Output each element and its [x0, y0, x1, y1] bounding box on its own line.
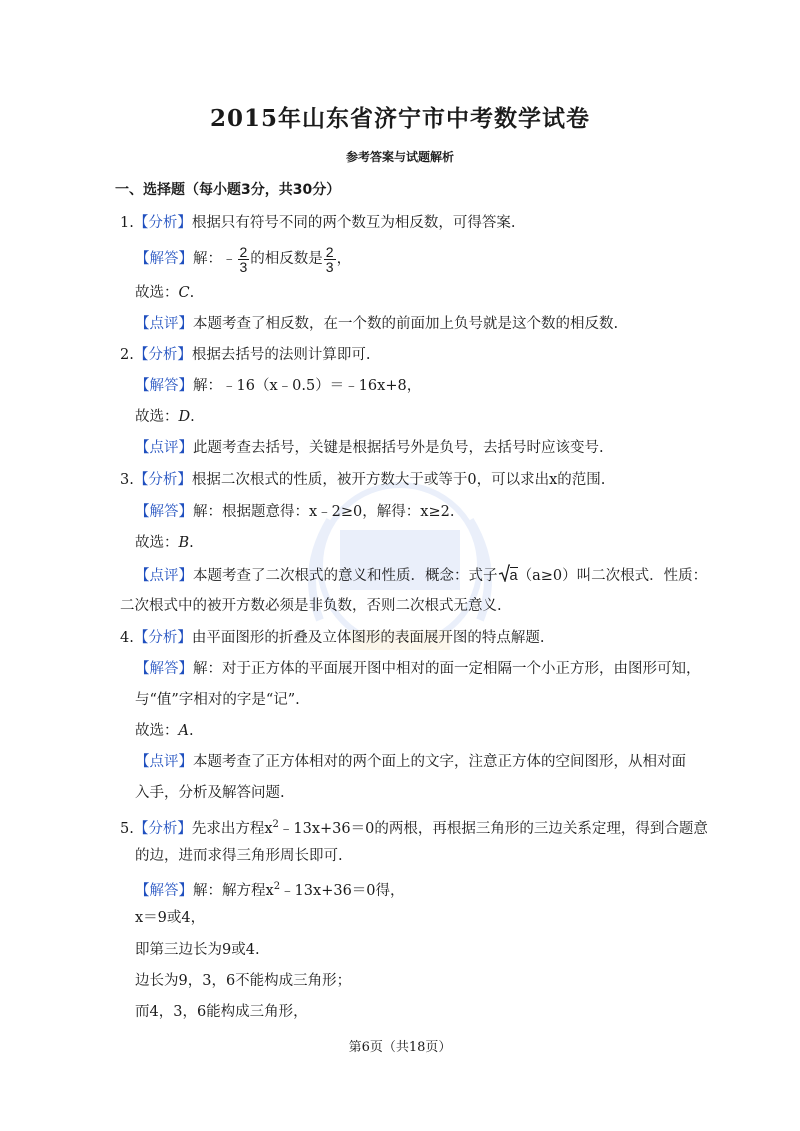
q1-solution-mid: 的相反数是	[250, 251, 323, 267]
q2-analysis	[120, 345, 370, 365]
exponent: 2	[272, 819, 279, 830]
q3-number: 3.	[120, 472, 134, 488]
solution-tag: 【解答】	[135, 882, 193, 899]
q4-solution	[135, 659, 701, 679]
q5-solution-text: 解：解方程x	[193, 882, 274, 899]
solution-tag: 【解答】	[135, 504, 193, 520]
solution-tag: 【解答】	[135, 251, 193, 267]
page-subtitle: 参考答案与试题解析	[345, 150, 454, 164]
q3-analysis-text: 根据二次根式的性质，被开方数大于或等于0，可以求出x的范围.	[191, 472, 606, 488]
q2-comment-text: 此题考查去括号，关键是根据括号外是负号，去括号时应该变号.	[193, 440, 604, 456]
q3-comment-line2: 二次根式中的被开方数必须是非负数，否则二次根式无意义.	[120, 598, 502, 614]
q1-solution	[135, 244, 351, 274]
q5-analysis	[120, 815, 708, 839]
q1-analysis-text: 根据只有符号不同的两个数互为相反数，可得答案.	[191, 215, 516, 231]
comment-tag: 【点评】	[135, 440, 193, 456]
q4-comment-line2: 入手，分析及解答问题.	[135, 785, 285, 801]
comment-tag: 【点评】	[135, 316, 193, 332]
analysis-tag: 【分析】	[133, 630, 192, 646]
q4-number: 4.	[120, 630, 134, 646]
choice-label: 故选：	[135, 285, 179, 301]
choice-value: D	[178, 409, 191, 425]
q3-comment	[135, 564, 707, 588]
q1-comment-text: 本题考查了相反数，在一个数的前面加上负号就是这个数的相反数.	[193, 316, 619, 332]
q5-analysis-line2: 的边，进而求得三角形周长即可.	[135, 848, 343, 864]
q4-solution-line2: 与“值”字相对的字是“记”.	[135, 692, 300, 708]
q5-step-4: 而4，3，6能构成三角形，	[135, 1004, 308, 1020]
page-title: 2015年山东省济宁市中考数学试卷	[209, 105, 590, 132]
q3-solution-text: 解：根据题意得：x﹣2≥0，解得：x≥2.	[193, 504, 455, 520]
fraction: $\frac{2}{3}$	[325, 243, 334, 275]
q4-comment	[135, 752, 686, 772]
q2-comment	[135, 438, 604, 458]
q1-choice	[135, 283, 194, 303]
comment-tag: 【点评】	[135, 754, 193, 770]
section-heading: 一、选择题（每小题3分，共30分）	[115, 182, 341, 198]
q3-choice	[135, 533, 194, 553]
q3-solution	[135, 502, 454, 522]
q1-number: 1.	[120, 215, 134, 231]
choice-label: 故选：	[135, 409, 179, 425]
q2-number: 2.	[120, 347, 134, 363]
analysis-tag: 【分析】	[133, 347, 192, 363]
q3-comment-post: （a≥0）叫二次根式．性质：	[517, 568, 708, 584]
sqrt-symbol	[498, 564, 510, 588]
choice-label: 故选：	[135, 535, 179, 551]
q5-step-2: 即第三边长为9或4.	[135, 942, 260, 958]
q1-solution-text: 解：﹣	[193, 251, 237, 267]
choice-end: .	[190, 409, 195, 425]
choice-value: B	[178, 535, 190, 551]
choice-end: .	[189, 535, 194, 551]
q1-solution-end: ，	[336, 251, 352, 267]
q5-analysis-post: ﹣13x+36＝0的两根，再根据三角形的三边关系定理，得到合题意	[278, 820, 708, 837]
q5-analysis-text: 先求出方程x	[191, 820, 273, 837]
q2-choice	[135, 407, 195, 427]
q1-analysis	[120, 213, 515, 233]
q3-analysis	[120, 470, 605, 490]
q5-step-3: 边长为9，3，6不能构成三角形；	[135, 973, 352, 989]
sqrt-radicand: a	[509, 568, 518, 584]
q4-solution-text: 解：对于正方体的平面展开图中相对的面一定相隔一个小正方形，由图形可知，	[193, 661, 701, 677]
q4-analysis	[120, 628, 544, 648]
q5-solution-post: ﹣13x+36＝0得，	[280, 882, 405, 899]
q4-analysis-text: 由平面图形的折叠及立体图形的表面展开图的特点解题.	[191, 630, 545, 646]
q4-comment-text: 本题考查了正方体相对的两个面上的文字，注意正方体的空间图形，从相对面	[193, 754, 686, 770]
page-footer: 第6页（共18页）	[348, 1040, 452, 1055]
choice-end: .	[189, 285, 195, 301]
comment-tag: 【点评】	[135, 568, 193, 584]
choice-end: .	[188, 723, 194, 739]
fraction: $\frac{2}{3}$	[239, 243, 248, 275]
q2-solution	[135, 376, 421, 396]
choice-value: A	[178, 723, 189, 739]
analysis-tag: 【分析】	[133, 215, 192, 231]
q3-comment-text: 本题考查了二次根式的意义和性质．概念：式子	[193, 568, 498, 584]
q2-solution-text: 解：﹣16（x﹣0.5）＝﹣16x+8，	[193, 378, 422, 394]
q2-analysis-text: 根据去括号的法则计算即可.	[191, 347, 371, 363]
choice-value: C	[178, 285, 190, 301]
solution-tag: 【解答】	[135, 661, 193, 677]
q5-number: 5.	[120, 820, 134, 837]
choice-label: 故选：	[135, 723, 179, 739]
exponent: 2	[273, 881, 281, 892]
q1-comment	[135, 314, 618, 334]
analysis-tag: 【分析】	[133, 820, 192, 837]
q5-step-1: x＝9或4，	[135, 910, 206, 926]
analysis-tag: 【分析】	[133, 472, 192, 488]
q4-choice	[135, 721, 194, 741]
q5-solution	[135, 877, 405, 901]
solution-tag: 【解答】	[135, 378, 193, 394]
